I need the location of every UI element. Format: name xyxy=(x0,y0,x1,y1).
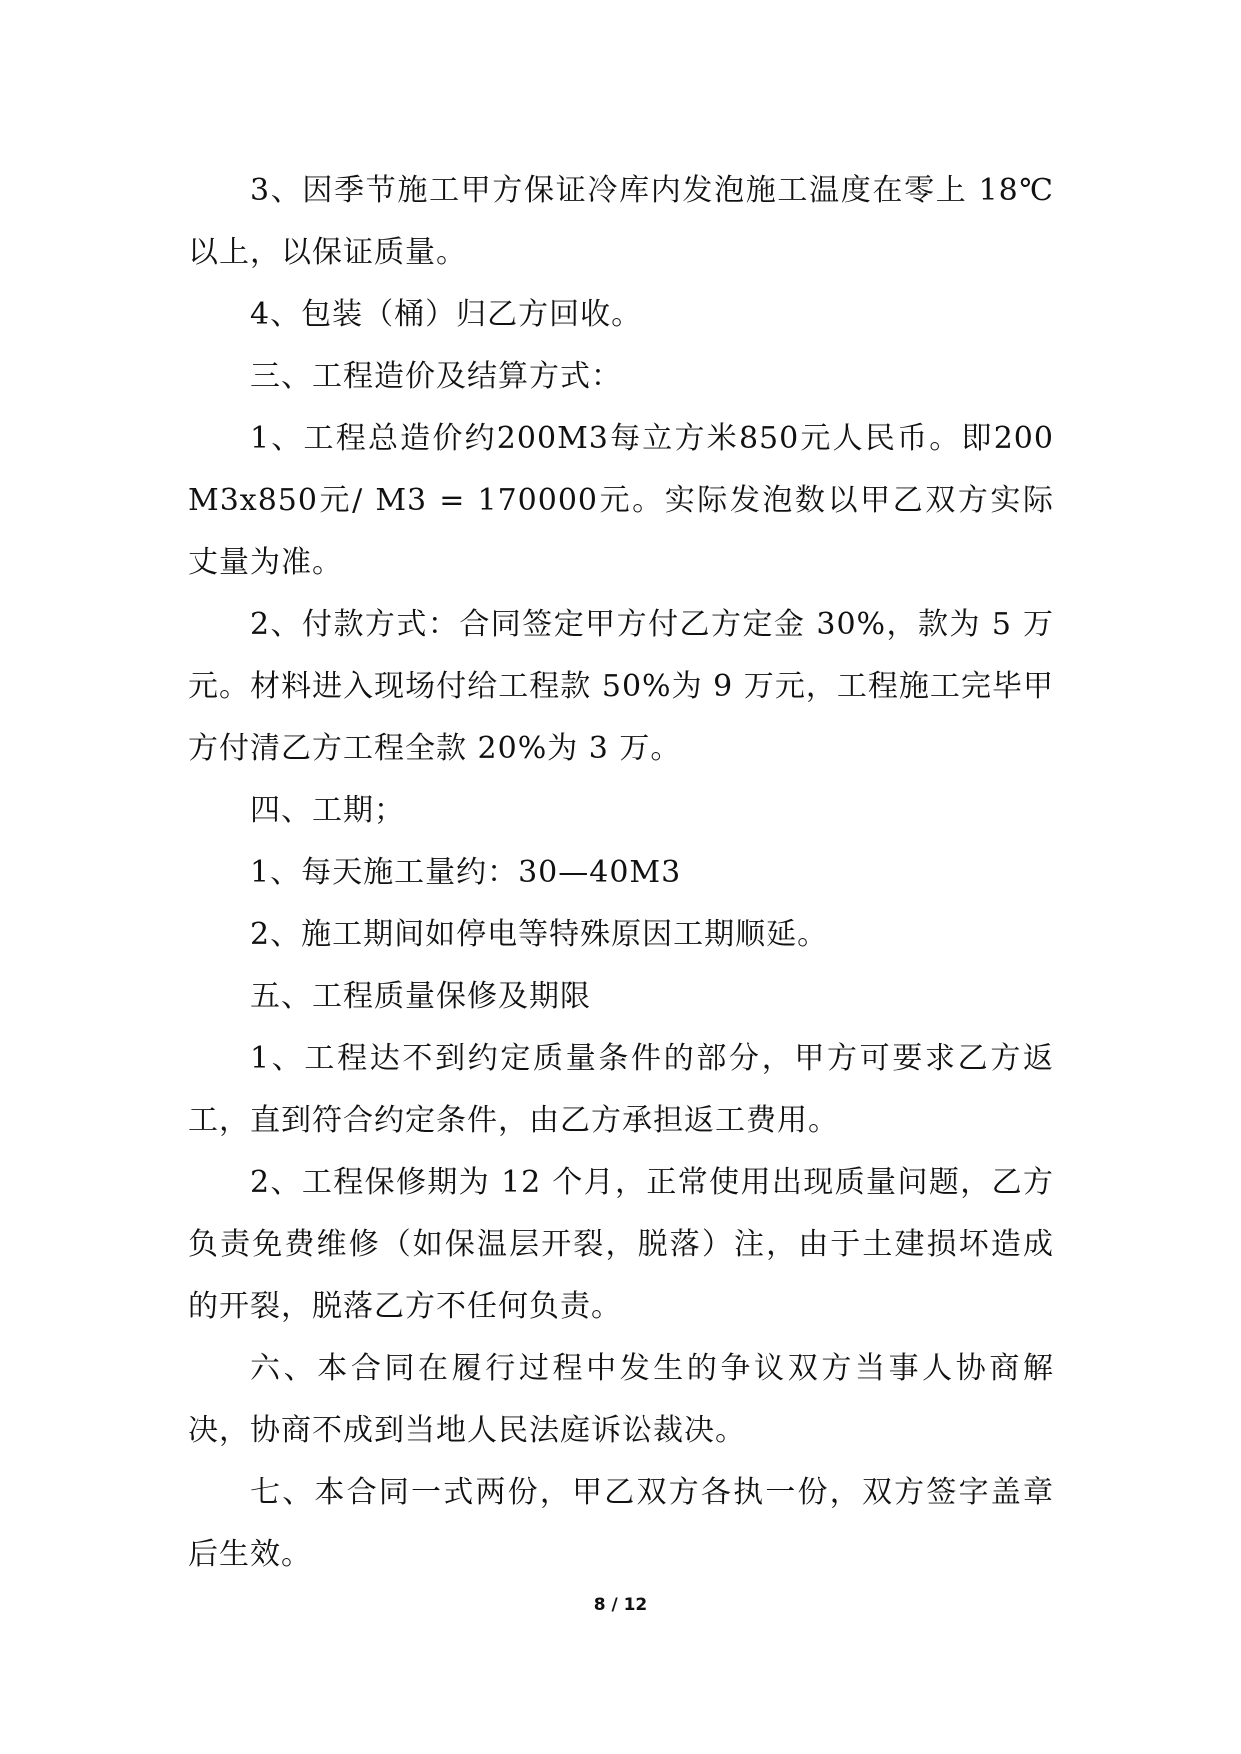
paragraph-payment-method: 2、付款方式：合同签定甲方付乙方定金 30%，款为 5 万元。材料进入现场付给工程款 50%为 9 万元，工程施工完毕甲方付清乙方工程全款 20%为 3 万。 xyxy=(188,607,1054,766)
section-heading-schedule: 四、工期； xyxy=(250,793,405,828)
paragraph-clause-4-packaging: 4、包装（桶）归乙方回收。 xyxy=(250,297,643,332)
paragraph-rework: 1、工程达不到约定质量条件的部分，甲方可要求乙方返工，直到符合约定条件，由乙方承担返工费用。 xyxy=(188,1041,1054,1138)
section-heading-warranty: 五、工程质量保修及期限 xyxy=(250,979,591,1014)
section-copies-effective: 七、本合同一式两份，甲乙双方各执一份，双方签字盖章后生效。 xyxy=(188,1475,1054,1572)
paragraph-daily-volume: 1、每天施工量约：30—40M3 xyxy=(250,855,682,890)
paragraph-schedule-extension: 2、施工期间如停电等特殊原因工期顺延。 xyxy=(250,917,829,952)
paragraph-clause-3-temperature: 3、因季节施工甲方保证冷库内发泡施工温度在零上 18℃以上，以保证质量。 xyxy=(188,173,1054,270)
section-dispute-resolution: 六、本合同在履行过程中发生的争议双方当事人协商解决，协商不成到当地人民法庭诉讼裁决。 xyxy=(188,1351,1054,1448)
page-number: 8 / 12 xyxy=(593,1595,648,1615)
paragraph-total-cost: 1、工程总造价约200M3每立方米850元人民币。即200M3x850元/ M3 = 170000元。实际发泡数以甲乙双方实际丈量为准。 xyxy=(188,421,1054,580)
paragraph-warranty-period: 2、工程保修期为 12 个月，正常使用出现质量问题，乙方负责免费维修（如保温层开裂，脱落）注，由于土建损坏造成的开裂，脱落乙方不任何负责。 xyxy=(188,1165,1054,1324)
document-body xyxy=(188,160,1054,1586)
section-heading-cost-settlement: 三、工程造价及结算方式： xyxy=(250,359,622,394)
